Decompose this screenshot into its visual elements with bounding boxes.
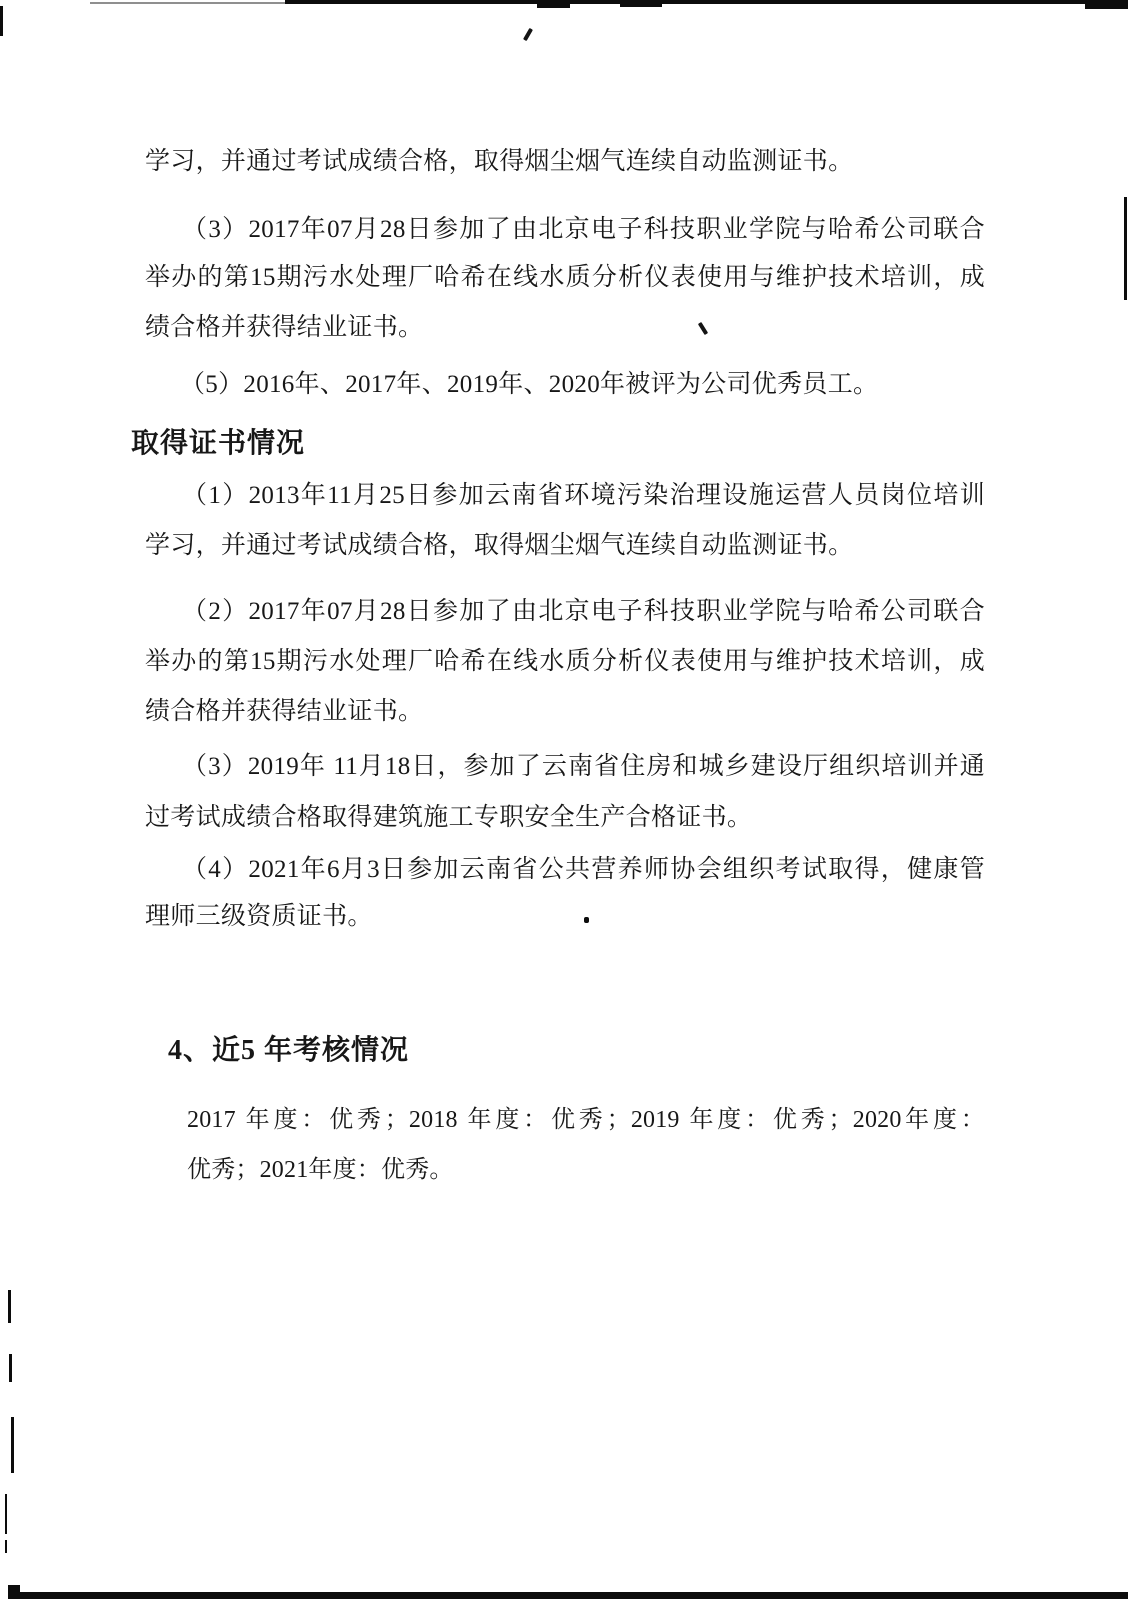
scan-artifact-topleft-speck: [0, 6, 3, 36]
para-assessment-line2: 优秀；2021年度：优秀。: [187, 1157, 454, 1183]
scan-artifact-right-edge-line: [1124, 197, 1127, 300]
scan-artifact-top-gray-line: [90, 2, 285, 4]
para-item3-line1: （3）2017年07月28日参加了由北京电子科技职业学院与哈希公司联合: [182, 216, 985, 243]
heading-assessment: 4、近5 年考核情况: [168, 1035, 410, 1066]
scan-artifact-left-dash-4: [5, 1494, 7, 1534]
scan-artifact-bottomleft-block: [8, 1585, 20, 1599]
para-prev-continuation-line: 学习，并通过考试成绩合格，取得烟尘烟气连续自动监测证书。: [145, 148, 854, 175]
para-item3-line3: 绩合格并获得结业证书。: [145, 314, 424, 341]
scan-artifact-left-dash-5: [5, 1540, 7, 1553]
scan-artifact-dot-mark: [584, 917, 589, 923]
scan-artifact-top-blob-3: [1085, 0, 1128, 9]
para-cert1-line2: 学习，并通过考试成绩合格，取得烟尘烟气连续自动监测证书。: [145, 532, 854, 559]
scan-artifact-top-blob-2: [620, 0, 662, 7]
para-cert4-line1: （4）2021年6月3日参加云南省公共营养师协会组织考试取得，健康管: [182, 856, 985, 883]
para-cert2-line3: 绩合格并获得结业证书。: [145, 698, 424, 725]
para-assessment-line1: 2017 年度：优秀；2018 年度：优秀；2019 年度：优秀；2020年度：: [187, 1107, 985, 1133]
scan-artifact-bottom-border: [8, 1592, 1128, 1599]
heading-certificates: 取得证书情况: [131, 428, 306, 459]
scan-artifact-left-dash-2: [9, 1354, 12, 1382]
scan-artifact-tick-mark: [698, 322, 708, 335]
scan-artifact-left-dash-3: [11, 1417, 14, 1473]
para-cert4-line2: 理师三级资质证书。: [145, 903, 373, 930]
para-cert2-line2: 举办的第15期污水处理厂哈希在线水质分析仪表使用与维护技术培训，成: [145, 648, 985, 675]
scan-artifact-left-dash-1: [8, 1290, 11, 1323]
para-cert1-line1: （1）2013年11月25日参加云南省环境污染治理设施运营人员岗位培训: [182, 482, 985, 509]
para-cert2-line1: （2）2017年07月28日参加了由北京电子科技职业学院与哈希公司联合: [182, 598, 985, 625]
scan-artifact-top-blob-1: [537, 0, 570, 8]
scan-artifact-comma-mark: [523, 28, 533, 41]
para-item3-line2: 举办的第15期污水处理厂哈希在线水质分析仪表使用与维护技术培训，成: [145, 264, 985, 291]
scan-artifact-top-border: [285, 0, 1128, 4]
para-cert3-line2: 过考试成绩合格取得建筑施工专职安全生产合格证书。: [145, 804, 753, 831]
para-item5-line: （5）2016年、2017年、2019年、2020年被评为公司优秀员工。: [180, 371, 879, 398]
para-cert3-line1: （3）2019年 11月18日，参加了云南省住房和城乡建设厅组织培训并通: [182, 753, 985, 780]
